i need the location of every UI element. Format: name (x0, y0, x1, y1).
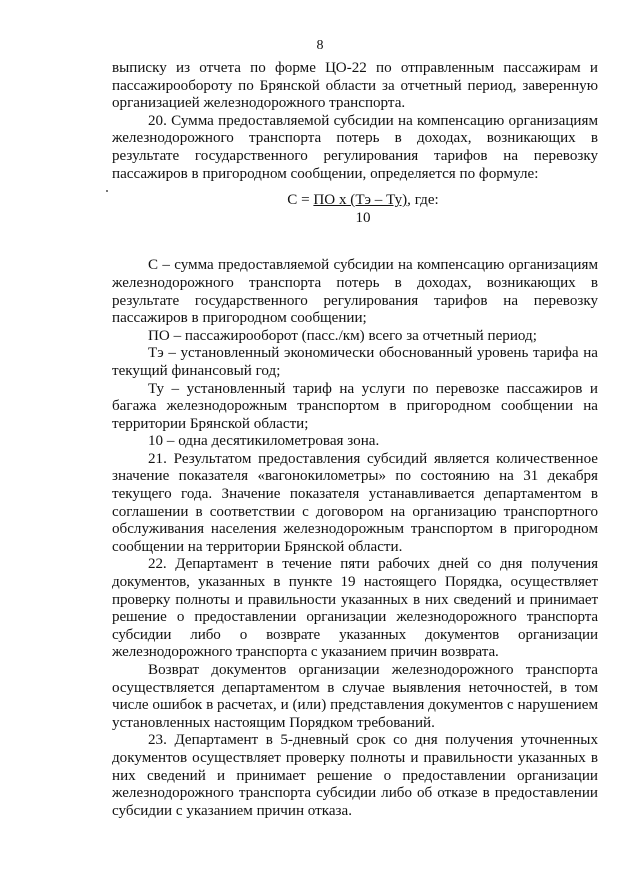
formula-lhs: С = (287, 192, 314, 209)
paragraph-continuation: выписку из отчета по форме ЦО-22 по отправленным пассажирам и пассажирообороту по Брянской области за отчетный период, заверенную организацией железнодорожного транспорта. (112, 60, 598, 112)
scan-speck (106, 190, 108, 192)
formula-denominator: 10 (355, 209, 371, 226)
paragraph-23: 23. Департамент в 5-дневный срок со дня получения уточненных документов осуществляет проверку полноты и правильности указанных в них сведений и принимает решение о предоставлении организации железнодорожного транспорта субсидии либо об отказе в предоставлении субсидии с указанием причин отказа. (112, 732, 598, 819)
paragraph-20: 20. Сумма предоставляемой субсидии на компенсацию организациям железнодорожного транспорта потерь в доходах, возникающих в результате государственного регулирования тарифов на перевозку пассажиров в пригородном сообщении, определяется по формуле: (112, 112, 598, 182)
formula-numerator: ПО х (Тэ – Ту) (313, 192, 408, 209)
document-body (112, 60, 598, 820)
definition-po: ПО – пассажирооборот (пасс./км) всего за отчетный период; (148, 327, 537, 344)
definition-10: 10 – одна десятикилометровая зона. (148, 433, 380, 450)
paragraph-22-return: Возврат документов организации железнодорожного транспорта осуществляется департаментом в случае выявления неточностей, в том числе ошибок в расчетах, и (или) представления документов с нарушением установленных настоящим Порядком требований. (112, 662, 598, 731)
definition-te: Тэ – установленный экономически обоснованный уровень тарифа на текущий финансовый год; (112, 345, 598, 379)
subsidy-formula (120, 192, 606, 227)
page-number: 8 (316, 38, 324, 53)
formula-suffix: , где: (407, 192, 439, 209)
definition-c: С – сумма предоставляемой субсидии на компенсацию организациям железнодорожного транспорта потерь в доходах, возникающих в результате государственного регулирования тарифов на перевозку пассажиров в пригородном сообщении; (112, 257, 598, 327)
paragraph-21: 21. Результатом предоставления субсидий является количественное значение показателя «вагонокилометры» по состоянию на 31 декабря текущего года. Значение показателя устанавливается департаментом в соглашении в соответствии с договором на организацию транспортного обслуживания населения железнодорожным транспортом в пригородном сообщении на территории Брянской области. (112, 450, 598, 555)
paragraph-22: 22. Департамент в течение пяти рабочих дней со дня получения документов, указанных в пункте 19 настоящего Порядка, осуществляет проверку полноты и правильности указанных в них сведений и принимает решение о предоставлении организации железнодорожного транспорта субсидии либо о возврате указанных документов организации железнодорожного транспорта с указанием причин возврата. (112, 556, 598, 661)
definition-tu: Ту – установленный тариф на услуги по перевозке пассажиров и багажа железнодорожным транспортом в пригородном сообщении на территории Брянской области; (112, 380, 598, 432)
